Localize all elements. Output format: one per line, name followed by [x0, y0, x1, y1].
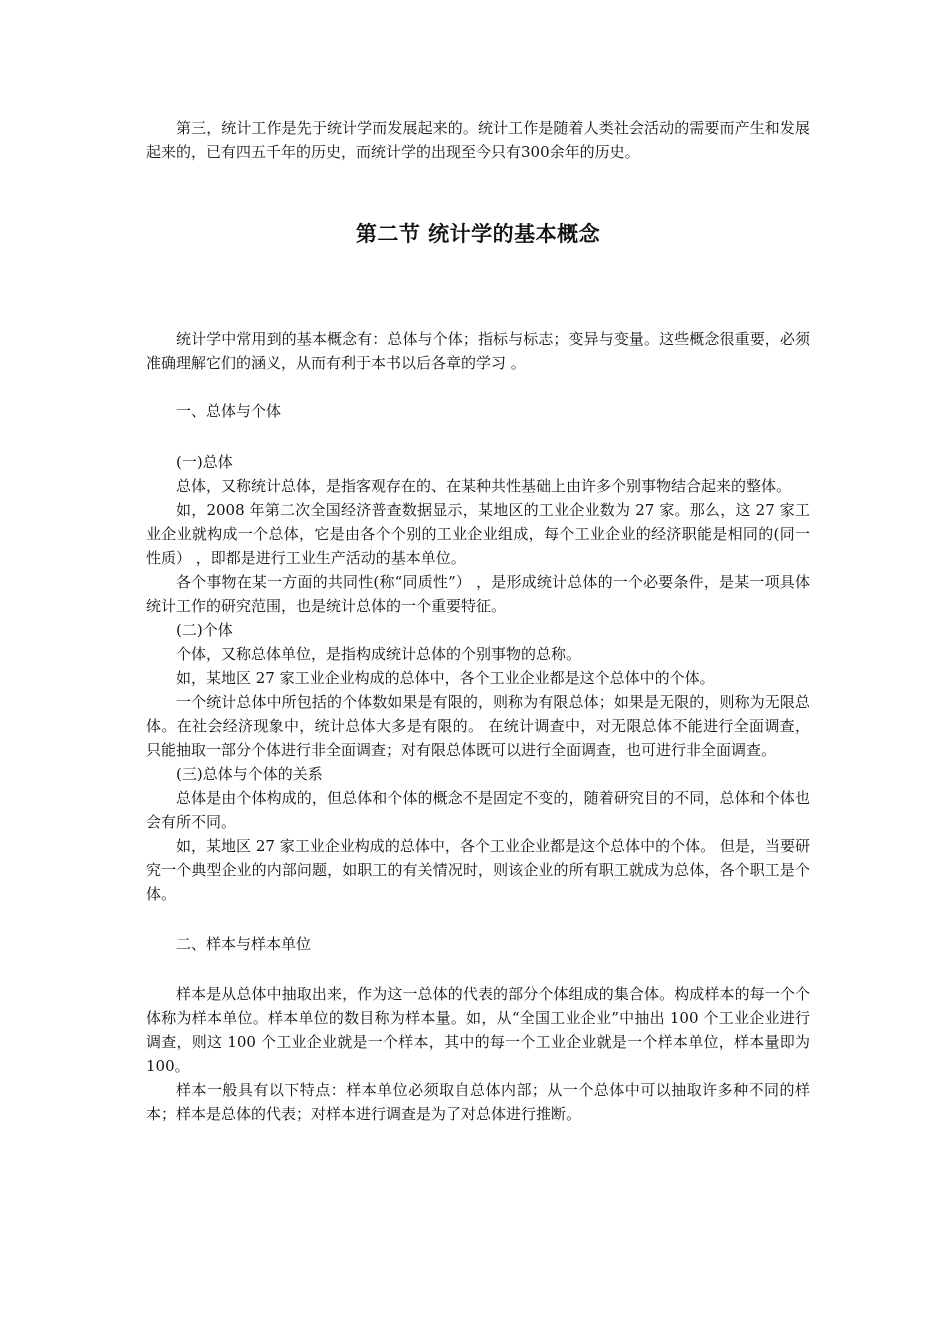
paragraph-sample-features: 样本一般具有以下特点：样本单位必须取自总体内部；从一个总体中可以抽取许多种不同的样本；样本是总体的代表；对样本进行调查是为了对总体进行推断。 [146, 1081, 810, 1123]
document-page [146, 116, 810, 1126]
subheading-individual: (二)个体 [176, 621, 233, 639]
paragraph-population-definition: 总体，又称统计总体，是指客观存在的、在某种共性基础上由许多个别事物结合起来的整体。 [176, 477, 792, 495]
heading-sample-and-unit: 二、样本与样本单位 [176, 935, 312, 953]
paragraph-population-example: 如，2008 年第二次全国经济普查数据显示，某地区的工业企业数为 27 家。那么，这 27 家工业企业就构成一个总体，它是由各个个别的工业企业组成，每个工业企业的经济职能是相同的(同一性质） ，即都是进行工业生产活动的基本单位。 [146, 501, 810, 567]
paragraph-individual-definition: 个体，又称总体单位，是指构成统计总体的个别事物的总称。 [176, 645, 582, 663]
paragraph-individual-example: 如，某地区 27 家工业企业构成的总体中，各个工业企业都是这个总体中的个体。 [176, 669, 715, 687]
subheading-population: (一)总体 [176, 453, 233, 471]
intro-paragraph: 第三，统计工作是先于统计学而发展起来的。统计工作是随着人类社会活动的需要而产生和发展起来的，已有四五千年的历史，而统计学的出现至今只有300余年的历史。 [146, 119, 810, 161]
paragraph-relationship: 总体是由个体构成的，但总体和个体的概念不是固定不变的，随着研究目的不同，总体和个体也会有所不同。 [146, 789, 810, 831]
paragraph-relationship-example: 如，某地区 27 家工业企业构成的总体中，各个工业企业都是这个总体中的个体。 但是，当要研究一个典型企业的内部问题，如职工的有关情况时，则该企业的所有职工就成为总体，各个职工是个体。 [146, 837, 810, 903]
subheading-relationship: (三)总体与个体的关系 [176, 765, 323, 783]
heading-population-and-individual: 一、总体与个体 [176, 402, 282, 420]
section-intro-paragraph: 统计学中常用到的基本概念有：总体与个体；指标与标志；变异与变量。这些概念很重要，必须准确理解它们的涵义，从而有利于本书以后各章的学习 。 [146, 330, 810, 372]
section-title: 第二节 统计学的基本概念 [355, 221, 601, 246]
paragraph-finite-infinite: 一个统计总体中所包括的个体数如果是有限的，则称为有限总体；如果是无限的，则称为无限总体。在社会经济现象中，统计总体大多是有限的。 在统计调查中，对无限总体不能进行全面调查，只能抽取一部分个体进行非全面调查；对有限总体既可以进行全面调查，也可进行非全面调查。 [146, 693, 810, 759]
paragraph-sample-definition: 样本是从总体中抽取出来，作为这一总体的代表的部分个体组成的集合体。构成样本的每一个个体称为样本单位。样本单位的数目称为样本量。如，从“全国工业企业”中抽出 100 个工业企业进行调查，则这 100 个工业企业就是一个样本，其中的每一个工业企业就是一个样本单位，样本量即为 100。 [146, 985, 810, 1075]
paragraph-homogeneity: 各个事物在某一方面的共同性(称“同质性”） ，是形成统计总体的一个必要条件，是某一项具体统计工作的研究范围，也是统计总体的一个重要特征。 [146, 573, 810, 615]
